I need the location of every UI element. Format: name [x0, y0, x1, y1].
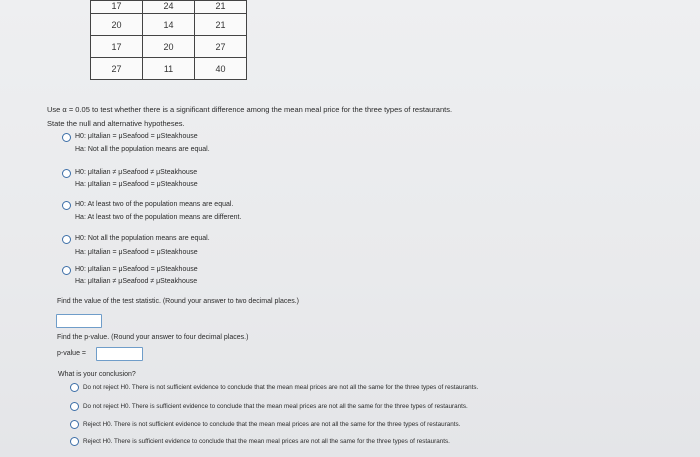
hypotheses-instruction: State the null and alternative hypotheses.	[47, 119, 185, 128]
table-cell: 27	[195, 36, 247, 58]
conclusion-option-4-text: Reject H0. There is sufficient evidence to conclude that the mean meal prices are not all the same for the three types of restaurants.	[83, 438, 450, 445]
option-5-null: H0: μItalian = μSeafood = μSteakhouse	[75, 266, 198, 273]
hypothesis-option-5-radio[interactable]	[62, 266, 71, 275]
conclusion-option-3-radio[interactable]	[70, 420, 79, 429]
option-2-null: H0: μItalian ≠ μSeafood ≠ μSteakhouse	[75, 169, 198, 176]
table-row	[91, 36, 247, 58]
table-cell: 27	[91, 58, 143, 80]
table-cell: 40	[195, 58, 247, 80]
table-row	[91, 14, 247, 36]
test-statistic-input[interactable]	[56, 314, 102, 328]
option-3-null: H0: At least two of the population means are equal.	[75, 201, 234, 208]
pvalue-label: p-value =	[57, 350, 86, 357]
table-cell: 24	[143, 1, 195, 14]
table-row	[91, 58, 247, 80]
conclusion-option-1-radio[interactable]	[70, 383, 79, 392]
table-cell: 17	[91, 1, 143, 14]
meal-price-table	[90, 0, 247, 80]
hypothesis-option-1-radio[interactable]	[62, 133, 71, 142]
alpha-instruction: Use α = 0.05 to test whether there is a significant difference among the mean meal price for the three types of restaurants.	[47, 105, 453, 114]
conclusion-option-2-radio[interactable]	[70, 402, 79, 411]
option-4-null: H0: Not all the population means are equal.	[75, 235, 210, 242]
conclusion-option-2-text: Do not reject H0. There is sufficient evidence to conclude that the mean meal prices are not all the same for the three types of restaurants.	[83, 403, 468, 410]
table-cell: 20	[143, 36, 195, 58]
hypothesis-option-3-radio[interactable]	[62, 201, 71, 210]
table-cell: 20	[91, 14, 143, 36]
option-1-alt: Ha: Not all the population means are equal.	[75, 146, 210, 153]
table-cell: 17	[91, 36, 143, 58]
conclusion-option-3-text: Reject H0. There is not sufficient evidence to conclude that the mean meal prices are not all the same for the three types of restaurants.	[83, 421, 461, 428]
hypothesis-option-4-radio[interactable]	[62, 235, 71, 244]
option-5-alt: Ha: μItalian ≠ μSeafood ≠ μSteakhouse	[75, 278, 198, 285]
hypothesis-option-2-radio[interactable]	[62, 169, 71, 178]
table-cell: 14	[143, 14, 195, 36]
conclusion-option-1-text: Do not reject H0. There is not sufficient evidence to conclude that the mean meal prices are not all the same for the three types of restaurants.	[83, 384, 479, 391]
conclusion-prompt: What is your conclusion?	[58, 371, 136, 378]
pvalue-input[interactable]	[96, 347, 143, 361]
option-3-alt: Ha: At least two of the population means are different.	[75, 214, 242, 221]
option-1-null: H0: μItalian = μSeafood = μSteakhouse	[75, 133, 198, 140]
conclusion-option-4-radio[interactable]	[70, 437, 79, 446]
option-2-alt: Ha: μItalian = μSeafood = μSteakhouse	[75, 181, 198, 188]
table-row	[91, 1, 247, 14]
table-cell: 11	[143, 58, 195, 80]
table-cell: 21	[195, 1, 247, 14]
option-4-alt: Ha: μItalian = μSeafood = μSteakhouse	[75, 249, 198, 256]
test-statistic-prompt: Find the value of the test statistic. (Round your answer to two decimal places.)	[57, 298, 300, 305]
pvalue-prompt: Find the p-value. (Round your answer to four decimal places.)	[57, 334, 249, 341]
table-cell: 21	[195, 14, 247, 36]
